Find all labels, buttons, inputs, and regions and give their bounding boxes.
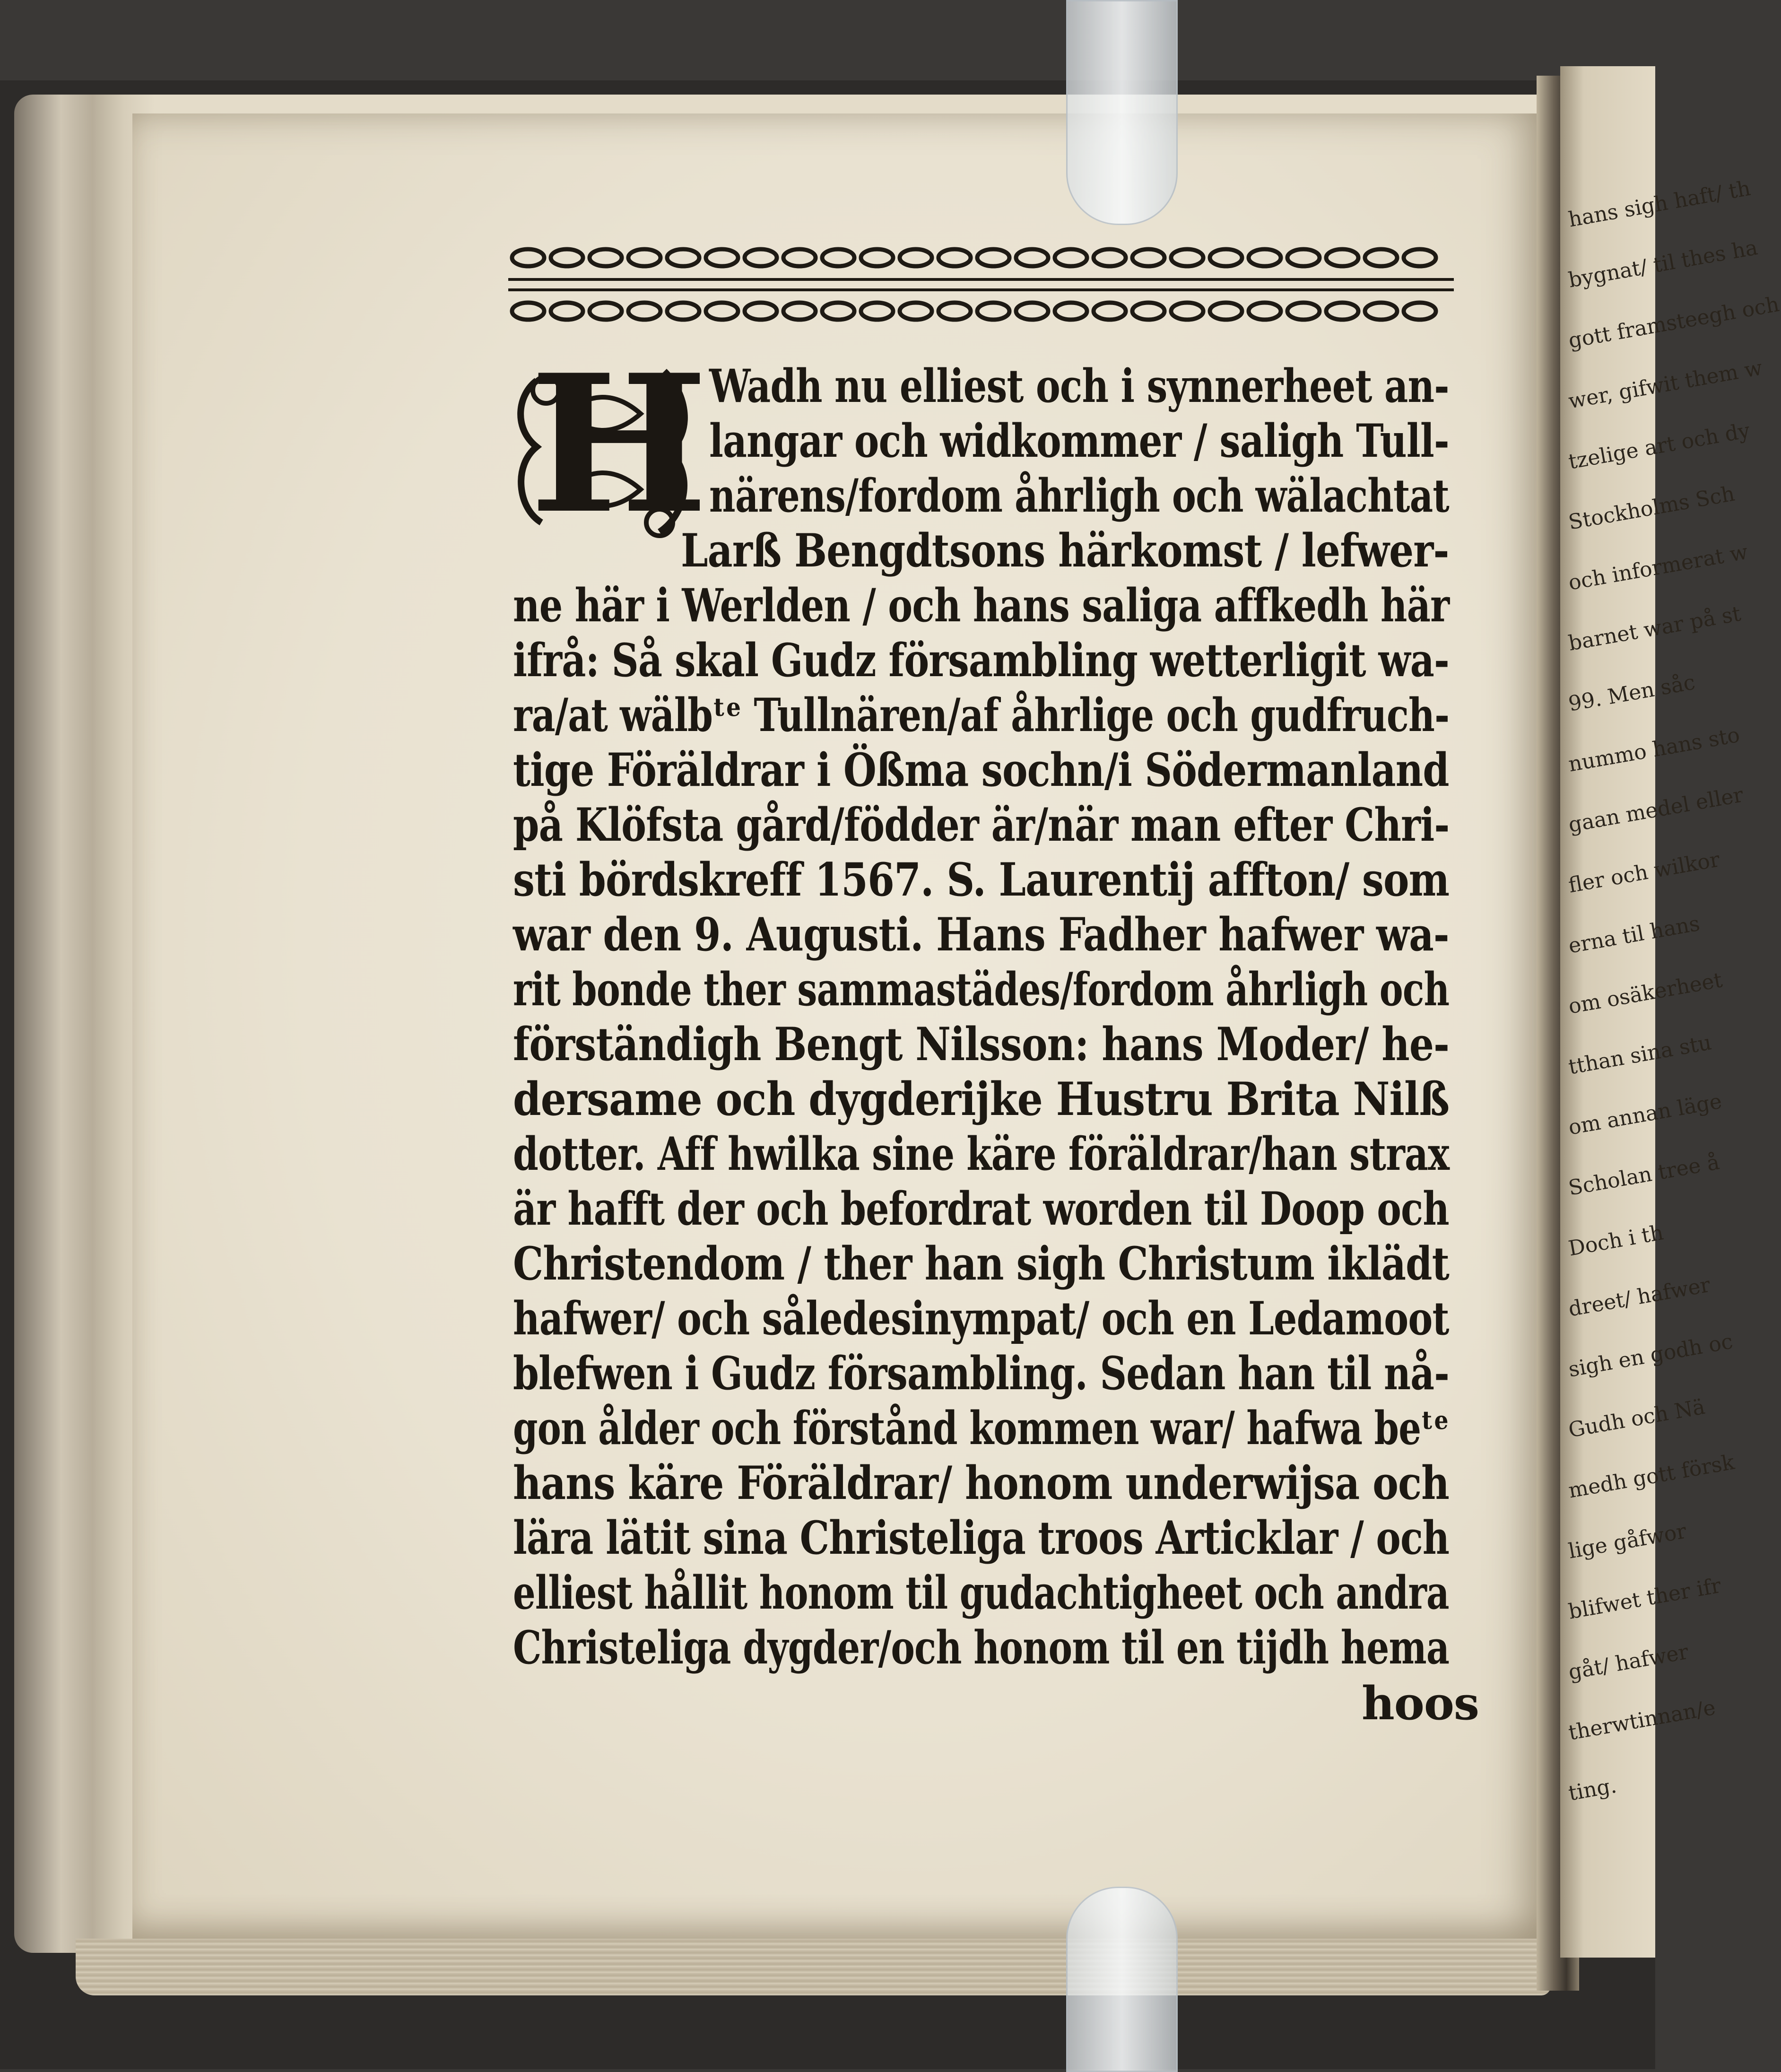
facing-page-line: therwtinnan/e xyxy=(1566,1695,1718,1745)
ornament-link xyxy=(977,303,1009,320)
text-line: tige Föräldrar i Ößma sochn/i Södermanland xyxy=(513,743,1449,797)
ornament-link xyxy=(1055,249,1087,266)
facing-page-line: erna til hans xyxy=(1566,911,1702,958)
ornament-rule-1 xyxy=(508,278,1454,281)
ornament-link xyxy=(900,249,932,266)
ornament-link xyxy=(1132,303,1164,320)
facing-page-line: wer, gifwit them w xyxy=(1566,356,1764,414)
facing-page-line: och informerat w xyxy=(1566,540,1750,595)
ornament-link xyxy=(1365,303,1397,320)
text-line: ra/at wälbᵗᵉ Tullnären/af åhrlige och gudfruch- xyxy=(513,688,1450,742)
facing-page-line: om osäkerheet xyxy=(1566,968,1724,1019)
ornament-band-bottom xyxy=(508,297,1454,325)
ornament-link xyxy=(628,303,660,320)
ornament-rule-2 xyxy=(508,288,1454,291)
ornament-link xyxy=(1171,303,1203,320)
ornament-link xyxy=(822,249,854,266)
text-line: närens/fordom åhrligh och wälachtat xyxy=(709,469,1449,522)
ornament-link xyxy=(1404,303,1436,320)
facing-page-line: 99. Men såc xyxy=(1566,670,1697,716)
ornament-link xyxy=(512,303,544,320)
text-line: rit bonde ther sammastädes/fordom åhrligh och xyxy=(513,963,1450,1016)
ornament-link xyxy=(1210,249,1242,266)
text-line: ifrå: Så skal Gudz försambling wetterligit wa- xyxy=(513,634,1450,687)
text-line: ne här i Werlden / och hans saliga affkedh här xyxy=(513,579,1450,632)
text-line: sti bördskreff 1567. S. Laurentij affton/ som xyxy=(513,853,1450,906)
ornament-link xyxy=(1249,303,1281,320)
ornament-link xyxy=(1249,249,1281,266)
ornament-link xyxy=(822,303,854,320)
ornament-link xyxy=(745,249,777,266)
text-line: hafwer/ och såledesinympat/ och en Ledamoot xyxy=(513,1292,1449,1345)
facing-page-line: gåt/ hafwer xyxy=(1566,1639,1691,1685)
catchword: hoos xyxy=(1362,1677,1479,1730)
ornament-link xyxy=(1365,249,1397,266)
facing-page-line: fler och wilkor xyxy=(1566,847,1722,898)
facing-page-line: tzelige art och dy xyxy=(1566,418,1752,474)
ornament-link xyxy=(1132,249,1164,266)
ornament-link xyxy=(667,303,699,320)
ornament-link xyxy=(783,303,816,320)
facing-page-line: nummo hans sto xyxy=(1566,723,1742,777)
ornament-link xyxy=(1094,303,1126,320)
ornament-link xyxy=(1016,249,1048,266)
ornament-link xyxy=(977,249,1009,266)
facing-page-line: blifwet ther ifr xyxy=(1566,1573,1723,1624)
ornament-link xyxy=(1055,303,1087,320)
ornament-link xyxy=(590,249,622,266)
text-line: dersame och dygderijke Hustru Brita Nilß xyxy=(513,1072,1450,1126)
ornament-link xyxy=(1326,303,1358,320)
ornament-link xyxy=(706,249,738,266)
facing-page-line: om annan läge xyxy=(1566,1089,1724,1140)
ornament-link xyxy=(1287,303,1320,320)
ornament-link xyxy=(1287,249,1320,266)
text-line: blefwen i Gudz försambling. Sedan han til nå- xyxy=(513,1347,1449,1400)
page-clip-bottom xyxy=(1066,1887,1178,2072)
facing-page-line: Gudh och Nä xyxy=(1566,1394,1707,1443)
text-line: hans käre Föräldrar/ honom underwijsa och xyxy=(513,1456,1450,1510)
facing-page-line: Scholan tree å xyxy=(1566,1150,1721,1201)
page-clip-top xyxy=(1066,0,1178,225)
facing-page-line: Stockholms Sch xyxy=(1566,481,1737,535)
ornament-link xyxy=(938,249,971,266)
facing-page-line: hans sigh haft/ th xyxy=(1566,176,1753,232)
text-line: Christeliga dygder/och honom til en tijdh hema xyxy=(513,1621,1450,1674)
text-line: lära lätit sina Christeliga troos Articklar / och xyxy=(513,1511,1450,1565)
ornament-link xyxy=(1016,303,1048,320)
ornament-link xyxy=(1094,249,1126,266)
text-line: på Klöfsta gård/födder är/när man efter Chri- xyxy=(513,798,1450,852)
facing-page-line: lige gåfwor xyxy=(1566,1519,1688,1564)
ornament-link xyxy=(900,303,932,320)
ornament-link xyxy=(667,249,699,266)
text-line: förständigh Bengt Nilsson: hans Moder/ he- xyxy=(513,1018,1450,1071)
ornament-link xyxy=(938,303,971,320)
ornament-link xyxy=(628,249,660,266)
ornament-link xyxy=(1326,249,1358,266)
ornament-link xyxy=(1171,249,1203,266)
ornament-link xyxy=(706,303,738,320)
facing-page-line: dreet/ hafwer xyxy=(1566,1272,1712,1322)
facing-page-fragment xyxy=(1560,66,1781,1958)
book-bottom-edges xyxy=(76,1939,1551,1995)
ornament-link xyxy=(783,249,816,266)
ornament-link xyxy=(512,249,544,266)
ornament-link xyxy=(1210,303,1242,320)
text-line: är hafft der och befordrat worden til Doop och xyxy=(513,1182,1449,1236)
facing-page-line: Doch i th xyxy=(1566,1220,1666,1261)
ornament-link xyxy=(551,303,583,320)
facing-page-line: medh gott försk xyxy=(1566,1450,1737,1503)
facing-page-line: gott framsteegh och xyxy=(1566,292,1781,353)
facing-page-line: tthan sina stu xyxy=(1566,1030,1713,1080)
facing-page-line: barnet war på st xyxy=(1566,601,1743,656)
ornament-link xyxy=(590,303,622,320)
text-line: Wadh nu elliest och i synnerheet an- xyxy=(709,359,1449,413)
text-line: war den 9. Augusti. Hans Fadher hafwer wa- xyxy=(513,908,1449,961)
text-line: Christendom / ther han sigh Christum iklädt xyxy=(513,1237,1450,1290)
facing-page-line: bygnat/ til thes ha xyxy=(1566,235,1760,293)
ornament-link xyxy=(745,303,777,320)
facing-page-line: ting. xyxy=(1566,1773,1619,1806)
ornament-link xyxy=(1404,249,1436,266)
facing-page-line: gaan medel eller xyxy=(1566,783,1745,837)
drop-cap-letter: H xyxy=(530,333,708,556)
text-line: Larß Bengdtsons härkomst / lefwer- xyxy=(681,524,1449,577)
text-line: elliest hållit honom til gudachtigheet och andra xyxy=(513,1566,1449,1619)
ornament-link xyxy=(861,249,893,266)
text-line: langar och widkommer / saligh Tull- xyxy=(709,414,1449,468)
ornament-link xyxy=(551,249,583,266)
ornament-link xyxy=(861,303,893,320)
facing-page-line: sigh en godh oc xyxy=(1566,1329,1735,1382)
text-line: gon ålder och förstånd kommen war/ hafwa beᵗᵉ xyxy=(513,1402,1449,1455)
text-line: dotter. Aff hwilka sine käre föräldrar/han strax xyxy=(513,1127,1450,1181)
ornament-band-top xyxy=(508,244,1454,272)
